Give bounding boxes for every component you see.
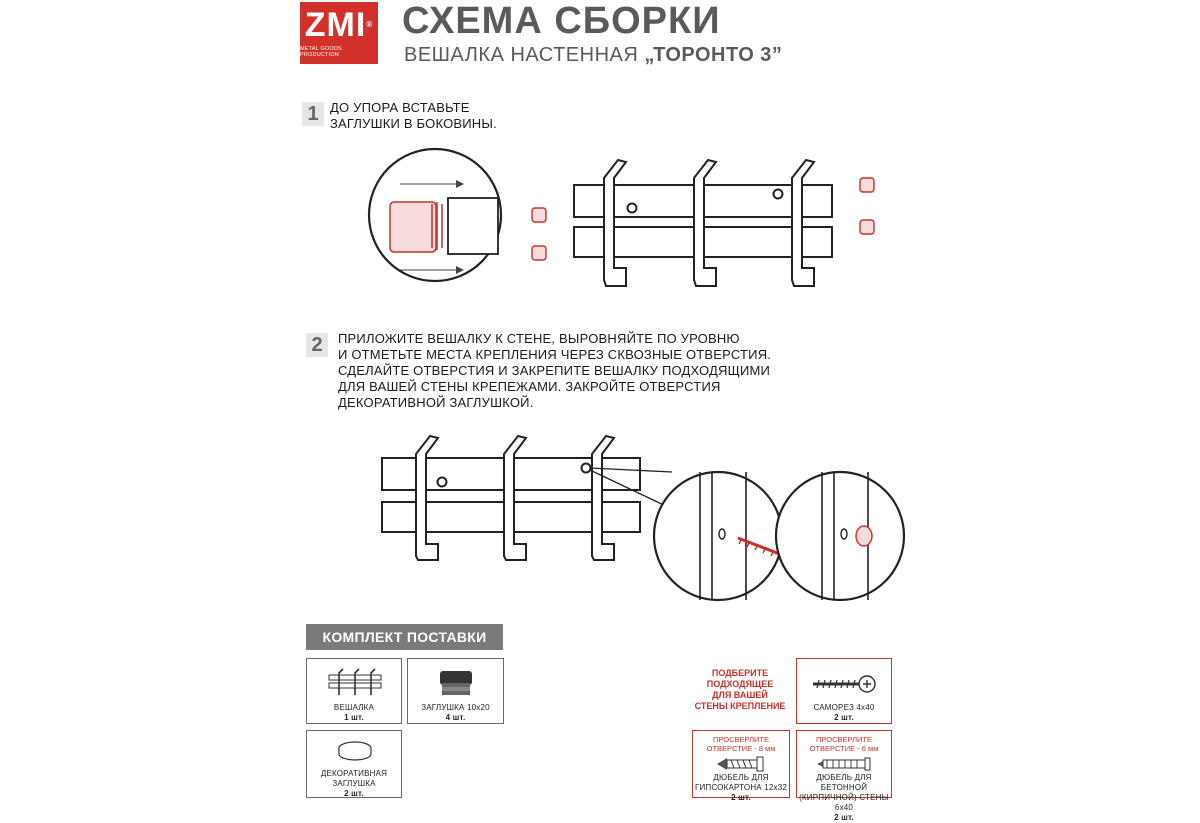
kit-item-name-line: ДЕКОРАТИВНАЯ <box>320 769 388 778</box>
fastener-note-line: СТЕНЫ КРЕПЛЕНИЕ <box>694 701 786 711</box>
logo-registered: ® <box>366 20 374 29</box>
page-title: СХЕМА СБОРКИ <box>402 0 721 42</box>
logo-tagline: METAL GOODS PRODUCTION <box>300 46 342 58</box>
fastener-note-line: ДЛЯ ВАШЕЙ <box>712 690 768 700</box>
end-plug-icon <box>860 178 874 234</box>
logo-text: ZMI <box>304 6 367 44</box>
drill-line: ОТВЕРСТИЕ - 6 мм <box>809 744 879 753</box>
kit-heading: КОМПЛЕКТ ПОСТАВКИ <box>306 624 503 650</box>
step-1-illustration <box>360 140 900 320</box>
fastener-qty: 2 шт. <box>731 793 751 802</box>
step-2-line: СДЕЛАЙТЕ ОТВЕРСТИЯ И ЗАКРЕПИТЕ ВЕШАЛКУ ПОДХОДЯЩИМИ <box>338 363 771 378</box>
kit-item-hanger <box>306 658 402 724</box>
plug-insertion-zoom <box>369 149 501 281</box>
step-2-illustration <box>370 410 915 610</box>
drywall-dowel-icon <box>713 755 769 773</box>
fastener-name-line: ДЮБЕЛЬ ДЛЯ <box>713 773 769 782</box>
fastener-qty: 2 шт. <box>834 813 854 822</box>
concrete-dowel-icon <box>815 755 873 773</box>
fastener-name-line: ДЮБЕЛЬ ДЛЯ БЕТОННОЙ <box>816 773 872 792</box>
kit-item-decorative-cap <box>306 730 402 798</box>
step-1-line: ДО УПОРА ВСТАВЬТЕ <box>330 100 470 115</box>
fastener-note <box>690 668 790 712</box>
fastener-concrete-dowel <box>796 730 892 822</box>
kit-item-name: ЗАГЛУШКА 10х20 <box>421 703 490 712</box>
kit-item-name: ВЕШАЛКА <box>333 703 375 712</box>
drill-line: ОТВЕРСТИЕ - 8 мм <box>706 744 776 753</box>
decorative-cap-icon <box>333 739 377 765</box>
kit-item-qty: 1 шт. <box>344 713 364 722</box>
hanger-icon <box>327 667 383 697</box>
fastener-note-line: ПОДХОДЯЩЕЕ <box>706 679 774 689</box>
fastener-screw <box>796 658 892 724</box>
step-2-number: 2 <box>306 333 328 357</box>
step-1-text <box>330 100 497 132</box>
fastener-name-line: ГИПСОКАРТОНА 12х32 <box>694 783 788 792</box>
decorative-cap-zoom <box>776 472 904 600</box>
step-1-line: ЗАГЛУШКИ В БОКОВИНЫ. <box>330 116 497 131</box>
step-2-line: И ОТМЕТЬТЕ МЕСТА КРЕПЛЕНИЯ ЧЕРЕЗ СКВОЗНЫЕ ОТВЕРСТИЯ. <box>338 347 772 362</box>
product-name: „ТОРОНТО 3” <box>644 44 783 66</box>
drill-line: ПРОСВЕРЛИТЕ <box>713 735 769 744</box>
step-1-number: 1 <box>302 102 324 126</box>
page-subtitle <box>404 44 782 67</box>
hanger-drawing <box>382 436 640 560</box>
step-2-text <box>338 331 771 411</box>
hanger-drawing <box>574 160 832 286</box>
kit-item-end-plug <box>407 658 504 724</box>
step-2-line: ПРИЛОЖИТЕ ВЕШАЛКУ К СТЕНЕ, ВЫРОВНЯЙТЕ ПО УРОВНЮ <box>338 331 740 346</box>
drill-line: ПРОСВЕРЛИТЕ <box>816 735 872 744</box>
kit-item-name-line: ЗАГЛУШКА <box>332 779 376 788</box>
end-plug-icon <box>532 208 546 260</box>
fastener-note-line: ПОДБЕРИТЕ <box>711 668 769 678</box>
end-plug-icon <box>436 667 476 699</box>
step-2-line: ДЛЯ ВАШЕЙ СТЕНЫ КРЕПЕЖАМИ. ЗАКРОЙТЕ ОТВЕРСТИЯ <box>338 379 721 394</box>
step-2-line: ДЕКОРАТИВНОЙ ЗАГЛУШКОЙ. <box>338 395 534 410</box>
kit-item-qty: 2 шт. <box>344 789 364 798</box>
fastener-drywall-dowel <box>692 730 790 802</box>
screw-icon <box>811 673 877 695</box>
subtitle-text: ВЕШАЛКА НАСТЕННАЯ <box>404 44 639 66</box>
fastener-name: САМОРЕЗ 4х40 <box>813 703 875 712</box>
fastener-name-line: (КИРПИЧНОЙ) СТЕНЫ 6х40 <box>799 793 889 812</box>
kit-item-qty: 4 шт. <box>445 713 466 722</box>
fastener-qty: 2 шт. <box>834 713 854 722</box>
brand-logo <box>300 2 378 64</box>
